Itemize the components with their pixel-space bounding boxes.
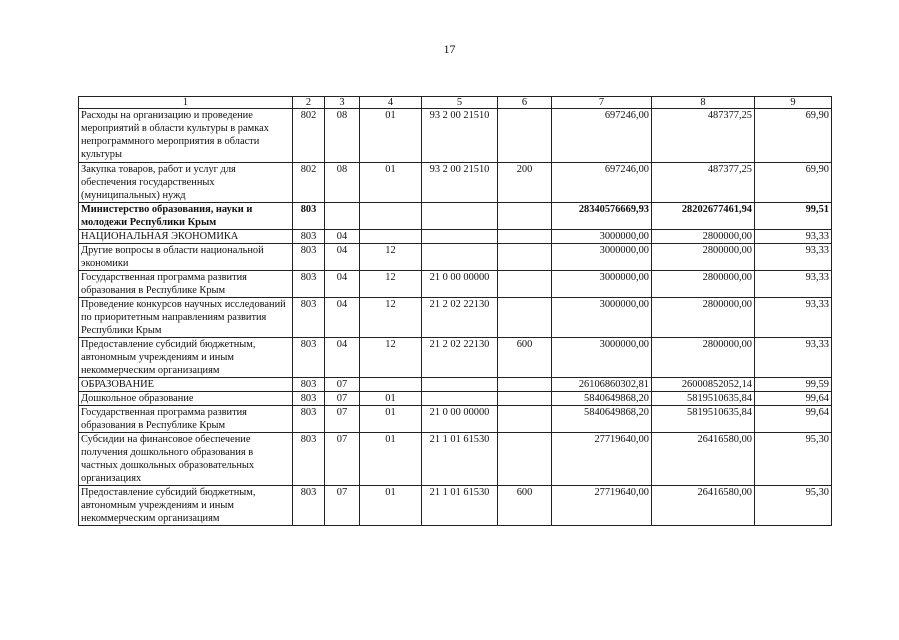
table-row [79,378,832,392]
subsection-code: 01 [360,163,422,203]
table-row [79,203,832,230]
planned-amount: 26106860302,81 [552,378,652,392]
ministry-code: 803 [293,406,325,433]
target-article-code [422,230,498,244]
executed-amount: 487377,25 [652,109,755,163]
section-code: 07 [325,433,360,486]
target-article-code [422,203,498,230]
section-code: 04 [325,230,360,244]
expense-type-code [498,203,552,230]
expense-type-code: 600 [498,486,552,526]
header-cell: 6 [498,97,552,109]
expense-name: Субсидии на финансовое обеспечение получения дошкольного образования в частных дошкольных образовательных организациях [79,433,293,486]
ministry-code: 803 [293,203,325,230]
planned-amount: 3000000,00 [552,271,652,298]
header-cell: 3 [325,97,360,109]
target-article-code: 21 0 00 00000 [422,271,498,298]
target-article-code: 21 2 02 22130 [422,338,498,378]
target-article-code: 21 2 02 22130 [422,298,498,338]
execution-percent: 99,59 [755,378,832,392]
expense-name: Закупка товаров, работ и услуг для обеспечения государственных (муниципальных) нужд [79,163,293,203]
section-code: 04 [325,271,360,298]
execution-percent: 69,90 [755,163,832,203]
header-cell: 9 [755,97,832,109]
section-code: 04 [325,244,360,271]
header-cell: 7 [552,97,652,109]
subsection-code [360,230,422,244]
ministry-code: 803 [293,271,325,298]
executed-amount: 487377,25 [652,163,755,203]
table-row [79,298,832,338]
expense-name: НАЦИОНАЛЬНАЯ ЭКОНОМИКА [79,230,293,244]
table-row [79,433,832,486]
subsection-code: 01 [360,392,422,406]
ministry-code: 802 [293,163,325,203]
execution-percent: 93,33 [755,298,832,338]
target-article-code: 21 1 01 61530 [422,433,498,486]
expense-type-code [498,406,552,433]
expense-name: Проведение конкурсов научных исследований по приоритетным направлениям развития Республики Крым [79,298,293,338]
ministry-code: 803 [293,230,325,244]
target-article-code: 93 2 00 21510 [422,163,498,203]
table-row [79,109,832,163]
expense-name: Предоставление субсидий бюджетным, автономным учреждениям и иным некоммерческим организациям [79,486,293,526]
header-cell: 2 [293,97,325,109]
executed-amount: 28202677461,94 [652,203,755,230]
expense-type-code [498,109,552,163]
table-row [79,271,832,298]
table-row [79,230,832,244]
planned-amount: 27719640,00 [552,486,652,526]
planned-amount: 3000000,00 [552,338,652,378]
planned-amount: 3000000,00 [552,298,652,338]
execution-percent: 93,33 [755,230,832,244]
expense-name: ОБРАЗОВАНИЕ [79,378,293,392]
table-row [79,392,832,406]
section-code: 07 [325,406,360,433]
target-article-code: 93 2 00 21510 [422,109,498,163]
table-row [79,486,832,526]
execution-percent: 69,90 [755,109,832,163]
ministry-code: 803 [293,392,325,406]
section-code [325,203,360,230]
executed-amount: 2800000,00 [652,338,755,378]
planned-amount: 697246,00 [552,109,652,163]
expense-type-code [498,392,552,406]
planned-amount: 5840649868,20 [552,392,652,406]
expense-type-code: 600 [498,338,552,378]
planned-amount: 27719640,00 [552,433,652,486]
section-code: 07 [325,486,360,526]
expense-type-code [498,230,552,244]
subsection-code: 01 [360,109,422,163]
target-article-code: 21 1 01 61530 [422,486,498,526]
execution-percent: 95,30 [755,433,832,486]
ministry-code: 803 [293,378,325,392]
subsection-code [360,203,422,230]
execution-percent: 93,33 [755,244,832,271]
expense-name: Другие вопросы в области национальной экономики [79,244,293,271]
execution-percent: 99,51 [755,203,832,230]
subsection-code: 12 [360,271,422,298]
subsection-code: 01 [360,433,422,486]
header-row [79,97,832,109]
execution-percent: 99,64 [755,392,832,406]
execution-percent: 93,33 [755,271,832,298]
section-code: 07 [325,392,360,406]
target-article-code [422,244,498,271]
executed-amount: 2800000,00 [652,271,755,298]
header-cell: 5 [422,97,498,109]
ministry-code: 803 [293,338,325,378]
execution-percent: 99,64 [755,406,832,433]
expense-name: Предоставление субсидий бюджетным, автономным учреждениям и иным некоммерческим организациям [79,338,293,378]
expense-type-code [498,298,552,338]
table-row [79,163,832,203]
target-article-code [422,392,498,406]
executed-amount: 2800000,00 [652,244,755,271]
executed-amount: 2800000,00 [652,298,755,338]
page-number: 17 [443,42,456,56]
target-article-code [422,378,498,392]
header-cell: 1 [79,97,293,109]
section-code: 08 [325,109,360,163]
target-article-code: 21 0 00 00000 [422,406,498,433]
executed-amount: 5819510635,84 [652,406,755,433]
section-code: 08 [325,163,360,203]
executed-amount: 5819510635,84 [652,392,755,406]
executed-amount: 26000852052,14 [652,378,755,392]
section-code: 07 [325,378,360,392]
planned-amount: 28340576669,93 [552,203,652,230]
execution-percent: 95,30 [755,486,832,526]
table-row [79,406,832,433]
executed-amount: 26416580,00 [652,433,755,486]
subsection-code: 12 [360,298,422,338]
planned-amount: 697246,00 [552,163,652,203]
ministry-code: 803 [293,244,325,271]
section-code: 04 [325,298,360,338]
planned-amount: 3000000,00 [552,230,652,244]
executed-amount: 2800000,00 [652,230,755,244]
expense-name: Дошкольное образование [79,392,293,406]
expense-type-code [498,244,552,271]
subsection-code: 01 [360,486,422,526]
ministry-code: 803 [293,486,325,526]
expense-type-code [498,271,552,298]
subsection-code [360,378,422,392]
planned-amount: 5840649868,20 [552,406,652,433]
ministry-code: 803 [293,298,325,338]
subsection-code: 12 [360,338,422,378]
expense-type-code: 200 [498,163,552,203]
ministry-code: 802 [293,109,325,163]
executed-amount: 26416580,00 [652,486,755,526]
budget-table [78,96,832,526]
expense-name: Государственная программа развития образования в Республике Крым [79,271,293,298]
expense-name: Государственная программа развития образования в Республике Крым [79,406,293,433]
expense-name: Министерство образования, науки и молодежи Республики Крым [79,203,293,230]
subsection-code: 12 [360,244,422,271]
planned-amount: 3000000,00 [552,244,652,271]
expense-type-code [498,378,552,392]
header-cell: 4 [360,97,422,109]
header-cell: 8 [652,97,755,109]
ministry-code: 803 [293,433,325,486]
expense-type-code [498,433,552,486]
section-code: 04 [325,338,360,378]
expense-name: Расходы на организацию и проведение мероприятий в области культуры в рамках непрограммного мероприятия в области культуры [79,109,293,163]
table-row [79,338,832,378]
subsection-code: 01 [360,406,422,433]
execution-percent: 93,33 [755,338,832,378]
table-row [79,244,832,271]
